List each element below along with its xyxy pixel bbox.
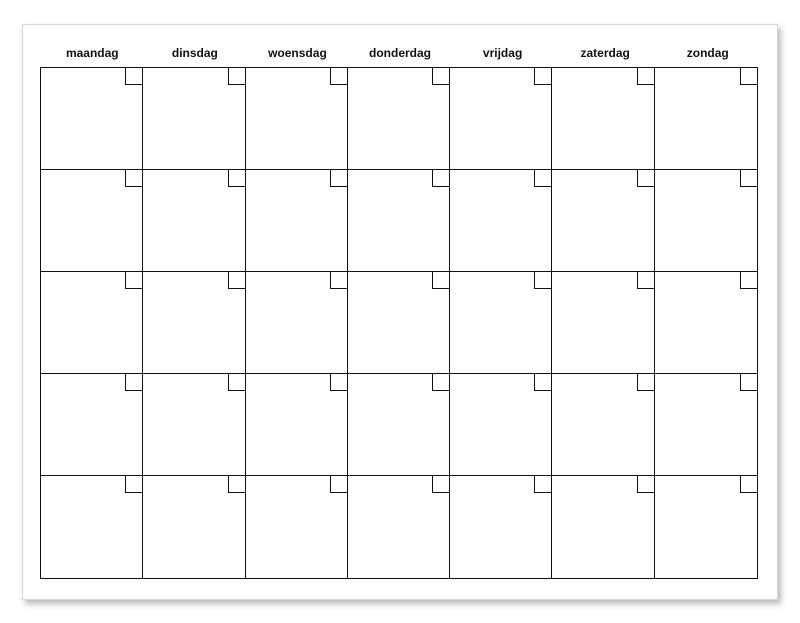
date-number-box — [125, 68, 142, 85]
date-number-box — [228, 68, 245, 85]
date-number-box — [228, 170, 245, 187]
weekday-monday: maandag — [65, 46, 119, 60]
calendar-sheet — [22, 24, 778, 600]
day-cell — [450, 476, 552, 578]
date-number-box — [330, 476, 347, 493]
date-number-box — [534, 170, 551, 187]
date-number-box — [740, 170, 757, 187]
date-number-box — [534, 68, 551, 85]
calendar-grid — [40, 67, 758, 579]
day-cell — [552, 272, 654, 374]
date-number-box — [125, 374, 142, 391]
day-cell — [41, 68, 143, 170]
day-cell — [450, 272, 552, 374]
date-number-box — [432, 170, 449, 187]
date-number-box — [432, 476, 449, 493]
weekday-sunday: zondag — [686, 46, 729, 60]
date-number-box — [330, 272, 347, 289]
date-number-box — [637, 170, 654, 187]
date-number-box — [740, 374, 757, 391]
day-cell — [450, 170, 552, 272]
date-number-box — [637, 374, 654, 391]
day-cell — [348, 476, 450, 578]
day-cell — [143, 170, 245, 272]
day-cell — [655, 68, 757, 170]
day-cell — [246, 374, 348, 476]
date-number-box — [228, 374, 245, 391]
weekday-thursday: donderdag — [369, 46, 432, 60]
day-cell — [655, 272, 757, 374]
day-cell — [143, 374, 245, 476]
date-number-box — [740, 476, 757, 493]
date-number-box — [534, 476, 551, 493]
day-cell — [41, 272, 143, 374]
date-number-box — [330, 170, 347, 187]
date-number-box — [740, 68, 757, 85]
day-cell — [246, 170, 348, 272]
day-cell — [552, 170, 654, 272]
day-cell — [143, 476, 245, 578]
day-cell — [143, 272, 245, 374]
weekday-friday: vrijdag — [482, 46, 523, 60]
day-cell — [246, 272, 348, 374]
day-cell — [348, 374, 450, 476]
day-cell — [655, 170, 757, 272]
date-number-box — [740, 272, 757, 289]
date-number-box — [432, 272, 449, 289]
weekday-saturday: zaterdag — [580, 46, 630, 60]
date-number-box — [534, 374, 551, 391]
date-number-box — [330, 68, 347, 85]
day-cell — [450, 374, 552, 476]
weekday-wednesday: woensdag — [268, 46, 327, 60]
day-cell — [552, 68, 654, 170]
date-number-box — [432, 68, 449, 85]
date-number-box — [125, 170, 142, 187]
weekday-header-row — [41, 45, 759, 65]
date-number-box — [432, 374, 449, 391]
date-number-box — [228, 476, 245, 493]
date-number-box — [125, 272, 142, 289]
date-number-box — [330, 374, 347, 391]
day-cell — [246, 68, 348, 170]
date-number-box — [637, 272, 654, 289]
day-cell — [655, 374, 757, 476]
date-number-box — [637, 68, 654, 85]
day-cell — [552, 374, 654, 476]
day-cell — [143, 68, 245, 170]
weekday-tuesday: dinsdag — [171, 46, 218, 60]
day-cell — [450, 68, 552, 170]
date-number-box — [125, 476, 142, 493]
day-cell — [348, 272, 450, 374]
day-cell — [246, 476, 348, 578]
date-number-box — [228, 272, 245, 289]
date-number-box — [637, 476, 654, 493]
day-cell — [552, 476, 654, 578]
day-cell — [41, 476, 143, 578]
day-cell — [348, 68, 450, 170]
date-number-box — [534, 272, 551, 289]
day-cell — [41, 170, 143, 272]
day-cell — [348, 170, 450, 272]
day-cell — [41, 374, 143, 476]
day-cell — [655, 476, 757, 578]
